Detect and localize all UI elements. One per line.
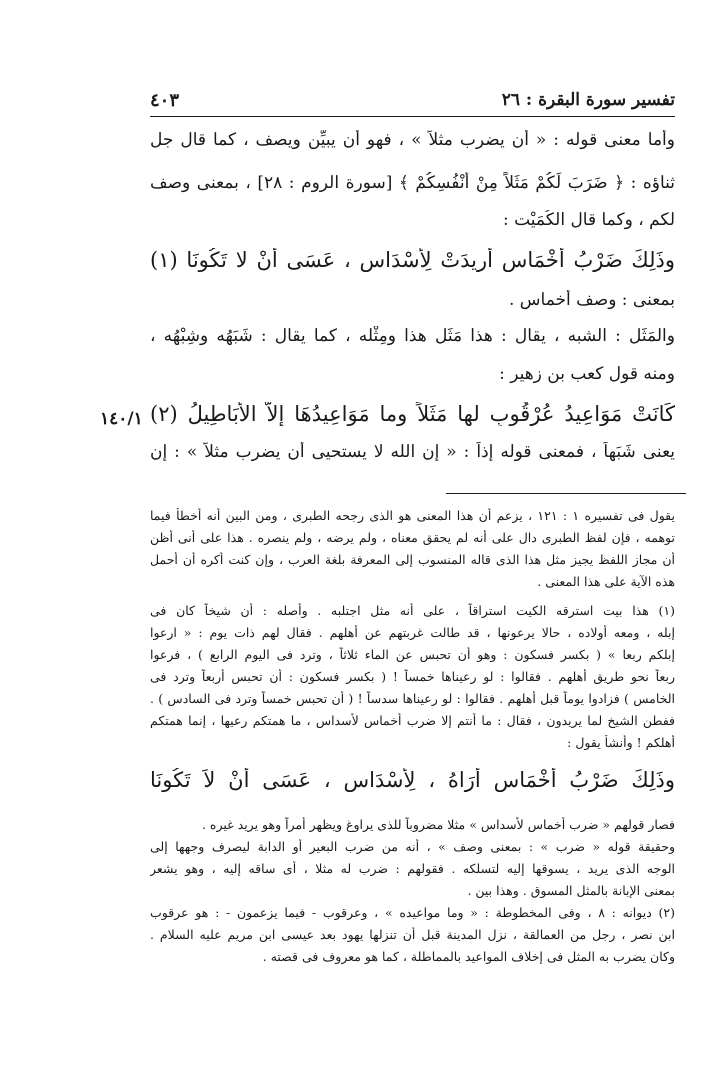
page-number: ٤٠٣ <box>150 90 180 111</box>
footnote-line: ففطن الشيخ لما يريدون ، فقال : ما أنتم إلا ضرب أخماس لأسداس ، ما همتكم رعيها ، إنما همتكم <box>150 713 675 728</box>
footnote-separator <box>446 493 686 494</box>
main-line: ومنه قول كعب بن زهير : <box>499 364 675 384</box>
running-title: تفسير سورة البقرة : ٢٦ <box>501 90 675 110</box>
footnote-line: (٢) ديوانه : ٨ ، وفى المخطوطة : « وما مواعيده » ، وعرقوب - فيما يزعمون - : هو عرقوب <box>150 905 675 920</box>
footnote-line: الوجه الذى يريد ، يسوقها إليه لتسلكه . فقولهم : ضرب له مثلا ، أى ساقه إليه ، وهو يشعر <box>150 861 675 876</box>
footnote-line: الخامس ) فزادوا يوماً قبل أهلهم . فقالوا : لو رعيناها سدساً ! ( أن تحبس خمساً وترد فى السادس ) . <box>150 691 675 706</box>
main-line: بمعنى : وصف أخماس . <box>508 290 675 310</box>
footnote-line: فصار قولهم « ضرب أخماس لأسداس » مثلا مضروباً للذى يراوغ ويظهر أمراً وهو يريد غيره . <box>201 817 675 832</box>
footnote-line: وحقيقة قوله « ضرب » : بمعنى وصف » ، أنه من ضرب البعير أو الدابة ليصرف وجهها إلى <box>150 839 675 854</box>
footnote-line: بمعنى الإبانة بالمثل المسوق . وهذا بين . <box>467 883 675 898</box>
footnote-line: ابن نصر ، رجل من العمالقة ، نزل المدينة قبل أن تنزلها يهود بعد عيسى ابن مريم عليه السلام . <box>150 927 675 942</box>
main-line: ثناؤه : ﴿ ضَرَبَ لَكُمْ مَثَلاً مِنْ أَنْفُسِكُمْ ﴾ [سورة الروم : ٢٨] ، بمعنى وصف <box>150 173 675 193</box>
footnote-line: ربعاً نحو طريق أهلهم . فقالوا : لو رعيناها خمساً ! ( بكسر فسكون : أن تحبس أربعاً وترد فى <box>150 669 675 684</box>
footnote-line: إبله ، ومعه أولاده ، حالا يرعونها ، قد طالت غربتهم عن أهلهم . فقال لهم ذات يوم : « ارعوا <box>150 625 675 640</box>
page-header <box>150 90 675 117</box>
margin-reference: ١٤٠/١ <box>100 409 143 429</box>
footnote-line: توهمه ، فإن لفظ الطبرى دال على أنه لم يحقق معناه ، ولم يرضه ، ولم ينصره . هذا على أنى أظن <box>150 530 675 545</box>
footnote-line: هذه الآية على هذا المعنى . <box>537 574 675 589</box>
main-line: والمَثَل : الشبه ، يقال : هذا مَثَل هذا ومِثْله ، كما يقال : شَبَهُه وشِبْهُه ، <box>150 326 675 346</box>
footnote-line: وكان يضرب به المثل فى إخلاف المواعيد بالمماطلة ، كما هو معروف فى قصته . <box>262 949 675 964</box>
poetry-verse: وذَلِكَ ضَرْبُ أَخْمَاسٍ أُرِيدَتْ لِأَسْدَاسٍ ، عَسَى أنْ لا تَكُونَا (١) <box>150 248 675 272</box>
footnote-line: يقول فى تفسيره ١ : ١٢١ ، يزعم أن هذا المعنى هو الذى رجحه الطبرى ، ومن البين أنه أخطأ فيما <box>150 508 675 523</box>
main-line: يعنى شَبَهاً ، فمعنى قوله إذاً : « إن الله لا يستحيى أن يضرب مثلاً » : إن <box>150 442 675 462</box>
main-line: لكم ، وكما قال الكُمَيْت : <box>502 210 675 230</box>
footnote-verse: وذَلِكَ ضَرْبُ أَخْمَاسٍ أَرَاهُ ، لِأَسْدَاسٍ ، عَسَى أنْ لاَ تَكُونَا <box>150 768 675 792</box>
main-line: وأما معنى قوله : « أن يضرب مثلاً » ، فهو أن يبيِّن ويصف ، كما قال جل <box>150 130 675 150</box>
footnote-line: (١) هذا بيت استرقه الكيت استراقاً ، على أنه مثل اجتلبه . وأصله : أن شيخاً كان فى <box>150 603 675 618</box>
footnote-line: أهلكم ! وأنشأ يقول : <box>567 735 675 750</box>
poetry-verse: كَانَتْ مَوَاعِيدُ عُرْقُوبٍ لها مَثَلاً وما مَوَاعِيدُهَا إلاَّ الأبَاطِيلُ (٢) <box>150 402 675 426</box>
footnote-line: إبلكم ربعا » ( بكسر فسكون : وهو أن تحبس عن الماء ثلاثاً ، وترد فى اليوم الرابع ) ، فرعوا <box>150 647 675 662</box>
footnote-line: أن مجاز اللفظ يجيز مثل هذا الذى قاله المنسوب إلى المعرفة بلغة العرب ، وإن كنت أكره أن أحمل <box>150 552 675 567</box>
